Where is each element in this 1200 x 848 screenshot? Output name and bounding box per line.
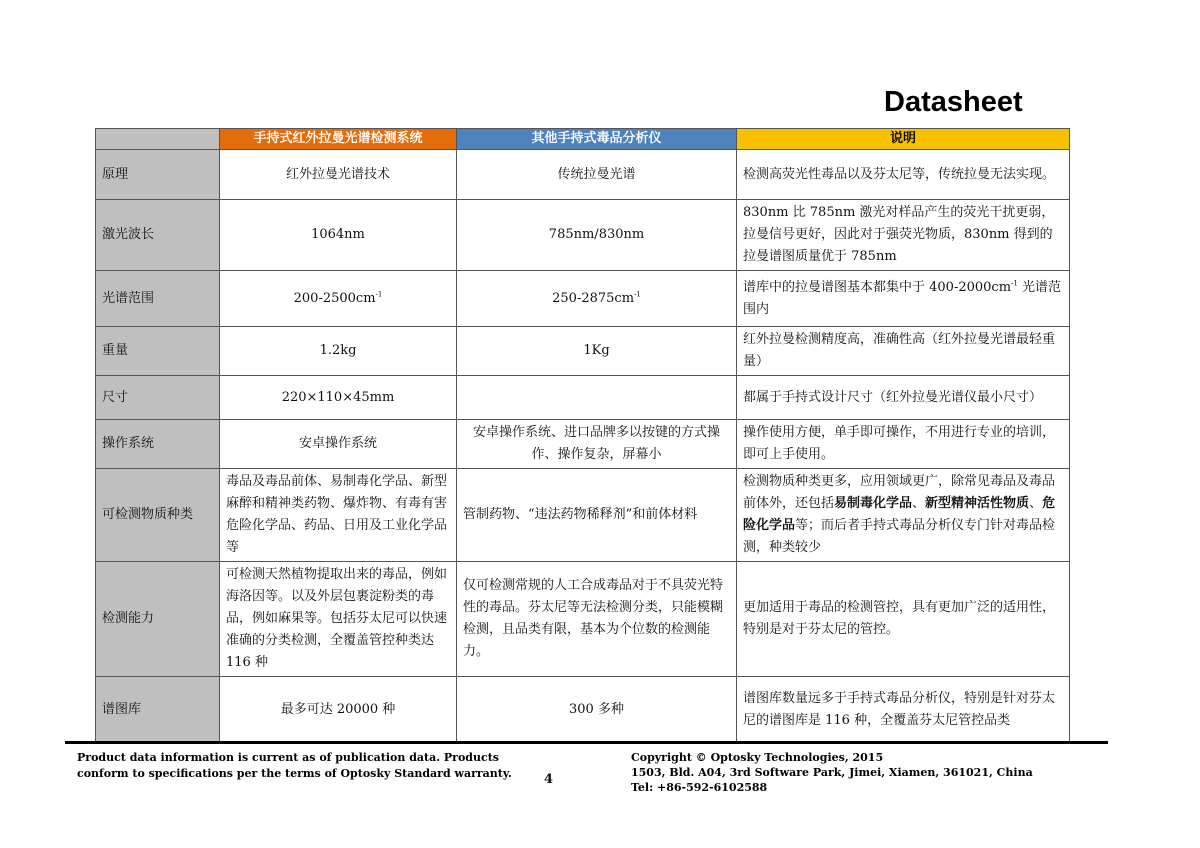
unit-superscript: -1 xyxy=(375,290,383,299)
cell-note: 更加适用于毒品的检测管控，具有更加广泛的适用性，特别是对于芬太尼的管控。 xyxy=(737,562,1070,677)
table-row xyxy=(96,200,1070,271)
row-label: 重量 xyxy=(96,327,220,376)
note-text: 检测物质种类更多，应用领域更广，除常见毒品及毒品前体外，还包括 xyxy=(743,474,1056,511)
comparison-table xyxy=(95,128,1070,743)
row-label: 原理 xyxy=(96,150,220,200)
cell-infrared: 1.2kg xyxy=(220,327,457,376)
footer-divider xyxy=(65,741,1108,744)
unit-superscript: -1 xyxy=(634,290,641,299)
header-infrared-raman: 手持式红外拉曼光谱检测系统 xyxy=(220,129,457,150)
cell-other: 仅可检测常规的人工合成毒品对于不具荧光特性的毒品。芬太尼等无法检测分类，只能模糊检测，且品类有限，基本为个位数的检测能力。 xyxy=(457,562,737,677)
cell-infrared: 最多可达 20000 种 xyxy=(220,677,457,743)
cell-note: 操作使用方便，单手即可操作，不用进行专业的培训，即可上手使用。 xyxy=(737,420,1070,469)
cell-other: 1Kg xyxy=(457,327,737,376)
header-other-analyzers: 其他手持式毒品分析仪 xyxy=(457,129,737,150)
note-text: 等；而后者手持式毒品分析仪专门针对毒品检测，种类较少 xyxy=(743,518,1056,555)
cell-other: 传统拉曼光谱 xyxy=(457,150,737,200)
cell-infrared: 可检测天然植物提取出来的毒品，例如海洛因等。以及外层包裹淀粉类的毒品，例如麻果等。包括芬太尼可以快速准确的分类检测，全覆盖管控种类达 116 种 xyxy=(220,562,457,677)
cell-infrared: 安卓操作系统 xyxy=(220,420,457,469)
cell-other xyxy=(457,271,737,327)
address-line: 1503, Bld. A04, 3rd Software Park, Jimei, Xiamen, 361021, China xyxy=(631,766,1033,779)
table-row xyxy=(96,327,1070,376)
cell-infrared xyxy=(220,271,457,327)
note-text: 、 xyxy=(1029,496,1043,511)
row-label: 尺寸 xyxy=(96,376,220,420)
note-emphasis: 危险化学品 xyxy=(743,496,1056,533)
table-row xyxy=(96,562,1070,677)
table-row xyxy=(96,469,1070,562)
cell-infrared: 红外拉曼光谱技术 xyxy=(220,150,457,200)
row-label: 谱图库 xyxy=(96,677,220,743)
footer-disclaimer xyxy=(77,750,537,782)
cell-note: 830nm 比 785nm 激光对样品产生的荧光干扰更弱，拉曼信号更好，因此对于强荧光物质，830nm 得到的拉曼谱图质量优于 785nm xyxy=(737,200,1070,271)
disclaimer-line: conform to specifications per the terms of Optosky Standard warranty. xyxy=(77,767,512,780)
cell-other xyxy=(457,376,737,420)
phone-line: Tel: +86-592-6102588 xyxy=(631,781,768,794)
note-text: 、 xyxy=(912,496,926,511)
row-label: 检测能力 xyxy=(96,562,220,677)
note-emphasis: 新型精神活性物质 xyxy=(925,496,1030,511)
cell-note: 谱图库数量远多于手持式毒品分析仪，特别是针对芬太尼的谱图库是 116 种，全覆盖芬太尼管控品类 xyxy=(737,677,1070,743)
value-text: 200-2500cm xyxy=(293,290,376,306)
page-number: 4 xyxy=(544,772,554,787)
cell-infrared: 毒品及毒品前体、易制毒化学品、新型麻醉和精神类药物、爆炸物、有毒有害危险化学品、药品、日用及工业化学品等 xyxy=(220,469,457,562)
note-emphasis: 易制毒化学品 xyxy=(834,496,913,511)
table-row xyxy=(96,150,1070,200)
table-row xyxy=(96,271,1070,327)
row-label: 可检测物质种类 xyxy=(96,469,220,562)
cell-note: 都属于手持式设计尺寸（红外拉曼光谱仪最小尺寸） xyxy=(737,376,1070,420)
cell-note: 红外拉曼检测精度高，准确性高（红外拉曼光谱最轻重量） xyxy=(737,327,1070,376)
table-header-row xyxy=(96,129,1070,150)
cell-other: 安卓操作系统、进口品牌多以按键的方式操作、操作复杂，屏幕小 xyxy=(457,420,737,469)
copyright-line: Copyright © Optosky Technologies, 2015 xyxy=(631,751,884,764)
cell-infrared: 220×110×45mm xyxy=(220,376,457,420)
row-label: 操作系统 xyxy=(96,420,220,469)
note-text: 谱库中的拉曼谱图基本都集中于 400-2000cm xyxy=(743,279,1012,295)
cell-other: 300 多种 xyxy=(457,677,737,743)
row-label: 光谱范围 xyxy=(96,271,220,327)
row-label: 激光波长 xyxy=(96,200,220,271)
header-blank-cell xyxy=(96,129,220,150)
disclaimer-line: Product data information is current as of publication data. Products xyxy=(77,751,499,764)
cell-infrared: 1064nm xyxy=(220,200,457,271)
cell-note xyxy=(737,469,1070,562)
note-text: 光谱范围内 xyxy=(743,279,1061,317)
cell-other: 管制药物、“违法药物稀释剂”和前体材料 xyxy=(457,469,737,562)
table-row xyxy=(96,677,1070,743)
datasheet-heading: Datasheet xyxy=(884,86,1023,118)
table-row xyxy=(96,376,1070,420)
unit-superscript: -1 xyxy=(1011,279,1018,288)
cell-note: 检测高荧光性毒品以及芬太尼等，传统拉曼无法实现。 xyxy=(737,150,1070,200)
value-text: 250-2875cm xyxy=(552,290,635,306)
cell-other: 785nm/830nm xyxy=(457,200,737,271)
header-notes: 说明 xyxy=(737,129,1070,150)
footer-contact xyxy=(631,750,1091,795)
table-row xyxy=(96,420,1070,469)
cell-note xyxy=(737,271,1070,327)
